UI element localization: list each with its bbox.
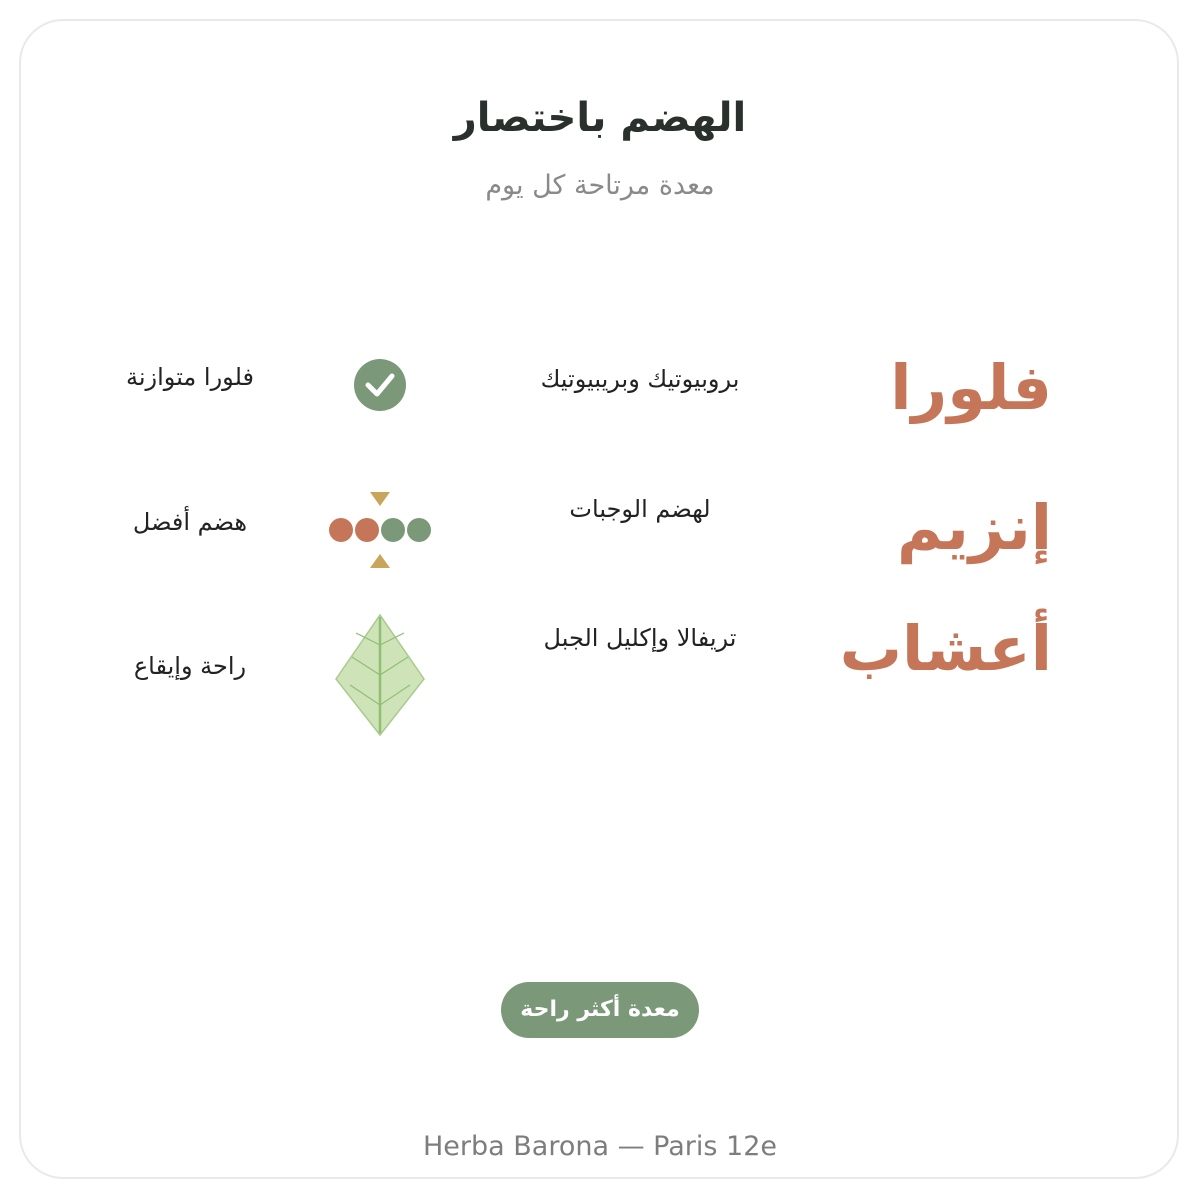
page-title: الهضم باختصار	[453, 95, 747, 141]
ingredient-name: فلورا	[890, 351, 1052, 424]
cta-button[interactable]: معدة أكثر راحة	[501, 982, 699, 1038]
ingredient-row-flora	[0, 340, 1200, 470]
ingredient-name: أعشاب	[839, 612, 1052, 685]
footer-brand: Herba Barona — Paris 12e	[422, 1131, 778, 1162]
ingredient-description: لهضم الوجبات	[569, 495, 711, 523]
ingredient-benefit: راحة وإيقاع	[133, 652, 247, 680]
ingredient-benefit: فلورا متوازنة	[125, 363, 254, 391]
ingredient-row-herbs	[0, 605, 1200, 735]
ingredient-description: بروبيوتيك وبريبيوتيك	[540, 365, 740, 393]
ingredient-benefit: هضم أفضل	[132, 508, 248, 536]
check-circle-icon	[352, 358, 408, 414]
ingredient-name: إنزيم	[897, 491, 1052, 564]
ingredient-description: تريفالا وإكليل الجبل	[543, 624, 737, 652]
ingredient-row-enzyme	[0, 480, 1200, 610]
leaf-icon	[334, 613, 426, 737]
enzyme-dots-icon	[326, 488, 434, 572]
page-subtitle: معدة مرتاحة كل يوم	[485, 170, 715, 201]
